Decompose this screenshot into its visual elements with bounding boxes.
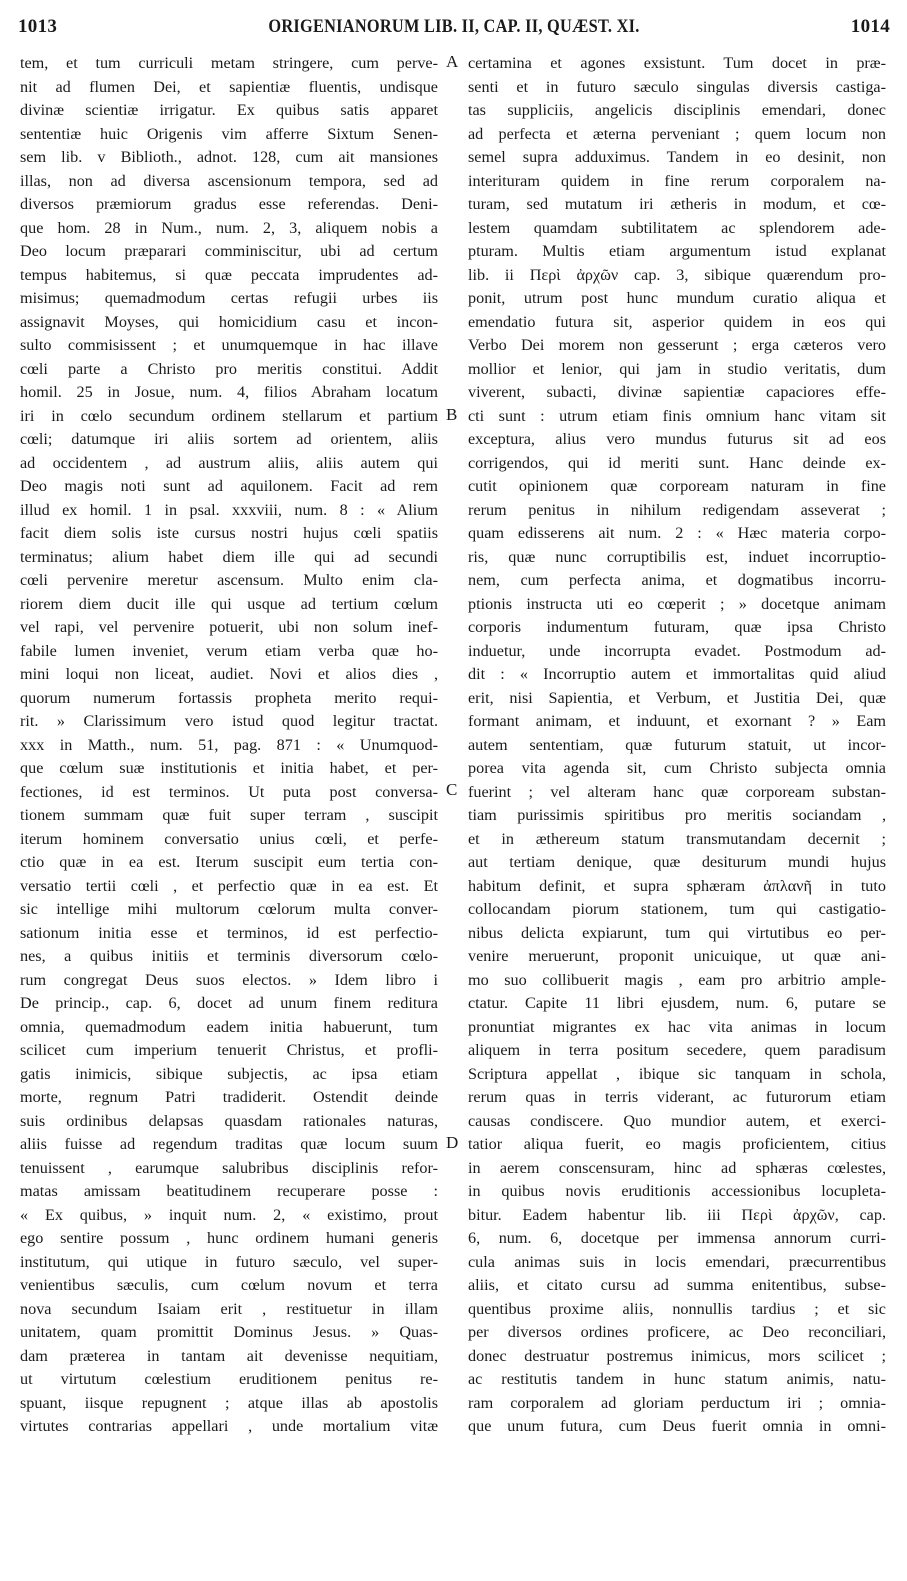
text-line: diversos præmiorum gradus esse referendas. Deni- [20,195,438,213]
text-line: corporis indumentum futuram, quæ ipsa Christo [468,618,886,636]
text-line: ris, quæ nunc corruptibilis est, induet incorruptio- [468,547,886,566]
text-line: pturam. Multis etiam argumentum istud explanat [468,242,886,260]
text-line: lib. ii Περὶ ἀρχῶν cap. 3, sibique quærendum pro- [468,265,886,284]
text-line: ptionis instructa uti eo cœperit ; » docetque animam [468,594,886,613]
text-line: terminatus; alium habet diem ille qui ad secundi [20,547,438,566]
text-line: nit ad flumen Dei, et sapientiæ fluentis, undisque [20,77,438,96]
text-line: porea vita agenda sit, cum Christo subjecta omnia [468,759,886,777]
text-line: assignavit Moyses, qui homicidium casu et incon- [20,312,438,331]
text-line: virtutes contrarias appellari , unde mortalium vitæ [20,1417,438,1435]
text-line: gatis inimicis, sibique subjectis, ac ipsa etiam [20,1064,438,1083]
text-line: ac restitutis tandem in hunc statum animis, natu- [468,1370,886,1388]
text-line: que cœlum suæ institutionis et initia habet, et per- [20,759,438,777]
text-line: cœli pervenire meretur ascensum. Multo enim cla- [20,571,438,589]
page-number-right: 1014 [850,16,890,37]
text-line: sationum initia esse et terminos, id est perfectio- [20,923,438,942]
text-line: mini loqui non liceat, audiet. Novi et alios dies , [20,665,438,683]
text-line: scilicet cum imperium tenuerit Christus, et profli- [20,1041,438,1059]
running-title: ORIGENIANORUM LIB. II, CAP. II, QUÆST. XI. [268,16,640,37]
text-line: lestem quamdam subtilitatem ac splendorem ade- [468,218,886,237]
text-line: fuerint ; vel alteram hanc quæ corpoream substan- [468,782,886,801]
text-line: fabile lumen inveniet, verum etiam verba quæ ho- [20,641,438,660]
text-line: turam, sed mutatum iri ætheris in modum, et cœ- [468,195,886,213]
text-line: xxx in Matth., num. 51, pag. 871 : « Unumquod- [20,735,438,754]
text-line: induetur, unde incorrupta evadet. Postmodum ad- [468,641,886,660]
text-line: que unum futura, cum Deus fuerit omnia in omni- [468,1417,886,1435]
text-line: venientibus sæculis, cum cœlum novum et terra [20,1276,438,1294]
text-line: vel rapi, vel pervenire potuerit, ubi non solum inef- [20,618,438,636]
text-line: iterum hominem conversatio unius cœli, et perfe- [20,829,438,848]
text-line: riorem diem ducit ille qui usque ad tertium cœlum [20,594,438,613]
text-line: ad perfecta et æterna perveniant ; quem locum non [468,124,886,143]
text-line: dit : « Incorruptio autem et immortalitas quid aliud [468,665,886,683]
text-line: « Ex quibus, » inquit num. 2, « existimo, prout [20,1205,438,1224]
text-line: sem lib. v Biblioth., adnot. 128, cum ait mansiones [20,148,438,166]
text-line: mo suo collibuerit magis , eam pro arbitrio ample- [468,970,886,989]
text-line: nibus delicta expiarunt, tum qui virtutibus eo per- [468,923,886,942]
text-line: cœli; datumque iri aliis sortem ad orientem, aliis [20,430,438,448]
text-line: Deo magis noti sunt ad aquilonem. Facit ad rem [20,477,438,495]
text-line: bitur. Eadem habentur lib. iii Περὶ ἀρχῶν, cap. [468,1205,886,1224]
text-line: viverent, subacti, divinæ sapientiæ capaciores effe- [468,383,886,401]
text-line: quorum numerum fortassis propheta merito requi- [20,688,438,707]
text-line: quentibus proxime aliis, nonnullis tardius ; et sic [468,1299,886,1318]
text-line: Scriptura appellat , ibique sic tanquam in schola, [468,1064,886,1083]
text-line: sic intellige mihi multorum cœlorum multa conver- [20,900,438,918]
text-line: omnia, quemadmodum eadem initia habuerunt, tum [20,1017,438,1036]
text-line: Verbo Dei morem non gesserunt ; erga cæteros vero [468,336,886,354]
text-line: sententiæ huic Origenis vim afferre Sixtum Senen- [20,124,438,143]
text-line: ctio quæ in ea est. Iterum suscipit eum tertia con- [20,853,438,871]
text-line: causas condiscere. Quo mundior autem, et exerci- [468,1111,886,1130]
text-line: tiam purissimis spiritibus pro meritis sociandam , [468,806,886,824]
text-line: tempus habitemus, si quæ peccata imprudentes ad- [20,265,438,284]
text-line: nem, cum perfecta anima, et dogmatibus incorru- [468,571,886,589]
text-line: interituram quidem in fine rerum corporalem na- [468,171,886,190]
text-line: dam præterea in tantam ait devenisse nequitiam, [20,1346,438,1365]
text-line: divinæ scientiæ irrigatur. Ex quibus satis apparet [20,101,438,119]
text-line: tatior aliqua fuerit, eo magis proficientem, citius [468,1135,886,1153]
text-line: illas, non ad diversa ascensionum tempora, sed ad [20,171,438,190]
text-line: venire meruerunt, proponit unicuique, ut quæ ani- [468,947,886,965]
text-line: donec destruatur postremus inimicus, mors scilicet ; [468,1346,886,1365]
text-line: autem sententiam, quæ futurum statuit, ut incor- [468,735,886,754]
text-line: aliquem in terra positum secedere, quem paradisum [468,1041,886,1059]
text-line: rerum penitus in nihilum redigendam asseverat ; [468,500,886,519]
text-line: exceptura, alius vero mundus futurus sit ad eos [468,430,886,448]
text-line: ego sentire possum , hunc ordinem humani generis [20,1229,438,1247]
text-line: institutum, qui utique in futuro sæculo, vel super- [20,1252,438,1271]
text-line: que hom. 28 in Num., num. 2, 3, aliquem nobis a [20,218,438,237]
left-column [20,52,438,1439]
text-line: emendatio futura sit, asperior quidem in eos qui [468,312,886,331]
text-line: nes, a quibus initiis et terminis diversorum cœlo- [20,947,438,965]
section-marker-d: D [446,1133,459,1152]
page-number-left: 1013 [18,16,58,37]
text-line: iri in cœlo secundum ordinem stellarum et partium [20,406,438,425]
section-marker-b: B [446,405,458,424]
text-line: cœli parte a Christo pro meritis constitui. Addit [20,359,438,378]
text-line: in quibus novis eruditionis accessionibus locupleta- [468,1182,886,1200]
text-line: versatio tertii cœli , et perfectio quæ in ea est. Et [20,876,438,895]
text-line: pronuntiat migrantes ex hac vita animas in locum [468,1017,886,1036]
text-line: cula animas suis in locis emendari, præcurrentibus [468,1252,886,1271]
text-line: cutit opinionem quæ corpoream naturam in fine [468,477,886,495]
text-line: habitum definit, et supra sphæram ἀπλανῆ in tuto [468,876,886,895]
text-line: sulto commisissent ; et unumquemque in hac illave [20,336,438,354]
text-line: spuant, iisque repugnent ; atque illas ab apostolis [20,1393,438,1412]
text-line: rum congregat Deus suos electos. » Idem libro i [20,970,438,989]
page-header [18,16,890,40]
text-line: in aerem conscensuram, hinc ad sphæras cœlestes, [468,1158,886,1177]
text-line: quam edisserens ait num. 2 : « Hæc materia corpo- [468,524,886,542]
text-line: rerum quas in terris viderant, ac futurorum etiam [468,1088,886,1106]
text-line: formant animam, et induunt, et exornant ? » Eam [468,712,886,730]
text-line: tionem summam quæ fuit super terram , suscipit [20,806,438,824]
text-line: De princip., cap. 6, docet ad unum finem reditura [20,994,438,1012]
text-line: ponit, utrum post hunc mundum curatio aliqua et [468,289,886,307]
right-column [468,52,886,1439]
text-line: aut tertiam denique, quæ desiturum mundi hujus [468,853,886,871]
text-line: tenuissent , earumque salubribus disciplinis refor- [20,1158,438,1177]
text-line: misimus; quemadmodum certas refugii urbes iis [20,289,438,307]
text-line: fectiones, id est terminos. Ut puta post conversa- [20,782,438,801]
text-line: illud ex homil. 1 in psal. xxxviii, num. 8 : « Alium [20,500,438,519]
text-line: 6, num. 6, docetque per immensa annorum curri- [468,1229,886,1247]
text-line: morte, regnum Patri tradiderit. Ostendit deinde [20,1088,438,1106]
text-line: suis ordinibus delapsas quasdam rationales naturas, [20,1111,438,1130]
text-line: erit, nisi Sapientia, et Verbum, et Justitia Dei, quæ [468,688,886,707]
text-line: nova secundum Isaiam erit , restituetur in illam [20,1299,438,1318]
text-line: tem, et tum curriculi metam stringere, cum perve- [20,54,438,72]
text-line: corrigendos, qui id meriti sunt. Hanc deinde ex- [468,453,886,472]
text-line: ctatur. Capite 11 libri ejusdem, num. 6, putare se [468,994,886,1012]
text-line: senti et in futuro sæculo singulas diversis castiga- [468,77,886,96]
section-marker-a: A [446,52,459,71]
text-line: per diversos ordines proficere, ac Deo reconciliari, [468,1323,886,1341]
text-line: aliis, et citato cursu ad summa enitentibus, subse- [468,1276,886,1294]
text-line: certamina et agones exsistunt. Tum docet in præ- [468,54,886,72]
text-line: facit diem solis iste cursus nostri hujus cœli spatiis [20,524,438,542]
text-line: mollior et lenior, qui jam in studio veritatis, dum [468,359,886,378]
text-line: ad occidentem , ad austrum aliis, aliis autem qui [20,453,438,472]
text-line: Deo locum præparari comminiscitur, ubi ad certum [20,242,438,260]
text-line: rit. » Clarissimum vero istud quod legitur tractat. [20,712,438,730]
text-line: collocandam piorum stationem, tum qui castigatio- [468,900,886,918]
text-line: cti sunt : utrum etiam finis omnium hanc vitam sit [468,406,886,425]
text-line: tas suppliciis, angelicis disciplinis emendari, donec [468,101,886,119]
text-line: et in æthereum statum transmutandam decernit ; [468,829,886,848]
text-line: aliis fuisse ad regendum traditas quæ locum suum [20,1135,438,1153]
text-line: semel supra adduximus. Tandem in eo desinit, non [468,148,886,166]
section-marker-c: C [446,780,458,799]
text-line: ram corporalem ad gloriam perductum iri ; omnia- [468,1393,886,1412]
text-line: matas amissam beatitudinem recuperare posse : [20,1182,438,1200]
text-line: ut virtutum cœlestium eruditionem penitus re- [20,1370,438,1388]
text-line: homil. 25 in Josue, num. 4, filios Abraham locatum [20,383,438,401]
text-line: unitatem, quam promittit Dominus Jesus. » Quas- [20,1323,438,1341]
